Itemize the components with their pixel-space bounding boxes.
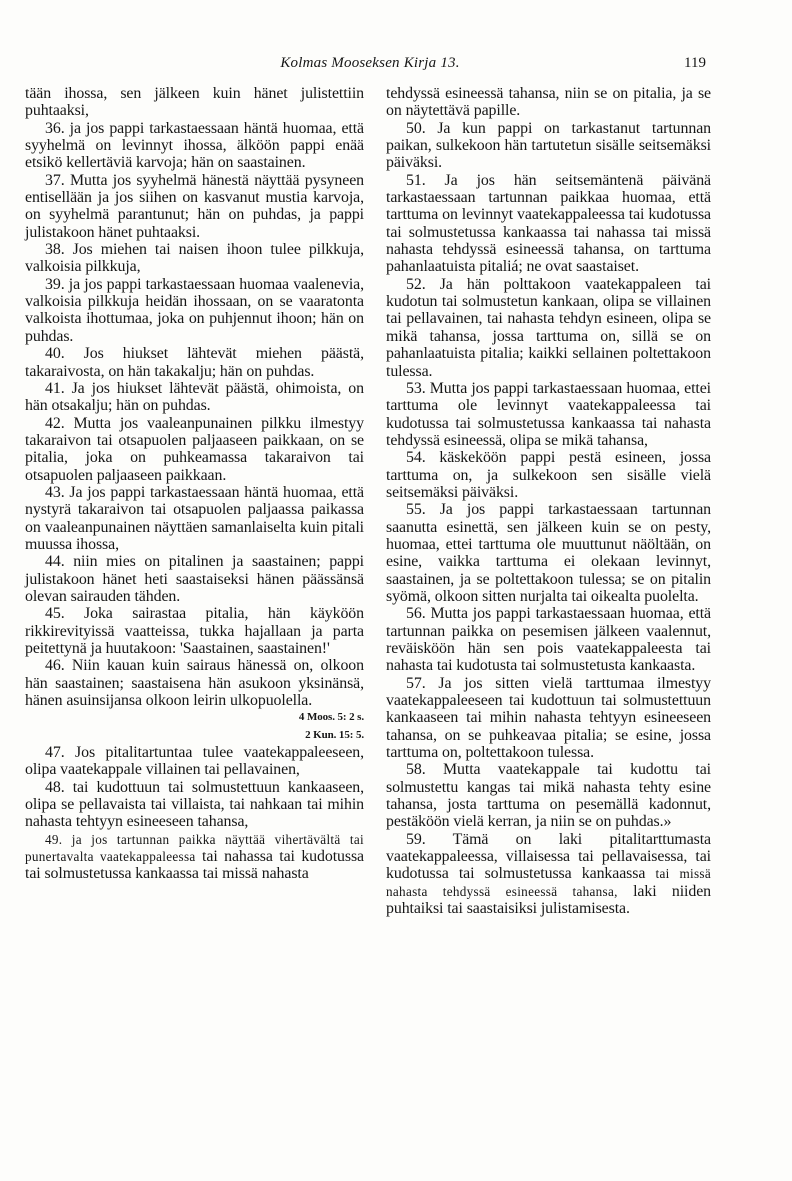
verse-53: 53. Mutta jos pappi tarkastaessaan huomaa, ettei tarttuma ole levinnyt vaatekappaleessa tai kudotussa tai solmustetussa kankaassa tai nahasta tehdyssä esineessä, olipa se mikä tahansa, <box>386 379 711 449</box>
verse-38: 38. Jos miehen tai naisen ihoon tulee pilkkuja, valkoisia pilkkuja, <box>25 241 364 276</box>
page-header <box>0 55 792 77</box>
verse-49 <box>25 831 364 883</box>
verse-45: 45. Joka sairastaa pitalia, hän käyköön rikkirevityissä vaatteissa, tukka hajallaan ja parta peitettynä ja huutakoon: 'Saastainen, saastainen!' <box>25 605 364 657</box>
cross-reference <box>25 709 364 726</box>
verse-46: 46. Niin kauan kuin sairaus hänessä on, olkoon hän saastainen; saastaisena hän asukoon yksinänsä, hänen asuinsijansa olkoon leirin ulkopuolella. <box>25 657 364 710</box>
verse-continuation: tään ihossa, sen jälkeen kuin hänet julistettiin puhtaaksi, <box>25 85 364 120</box>
verse-49-small: 49. ja jos tartunnan paikka näyttää vihertävältä tai punertavalta vaatekappaleessa <box>25 831 364 865</box>
verse-51: 51. Ja jos hän seitsemäntenä päivänä tarkastaessaan tartunnan paikkaa huomaa, että tarttuma on levinnyt vaatekappaleessa tai kudotussa tai solmustetussa kankaassa tai nahassa tai missä nahasta tehdyssä esineessä tahansa, on tarttuma pahanlaatuista pitaliá; ne ovat saastaiset. <box>386 171 711 276</box>
verse-43: 43. Ja jos pappi tarkastaessaan häntä huomaa, että nystyrä takaraivon tai otsapuolen paljaassa paikassa on vaaleanpunainen näyttäen samanlaiselta kuin pitali muussa ihossa, <box>25 483 364 553</box>
verse-41: 41. Ja jos hiukset lähtevät päästä, ohimoista, on hän otsakalju; hän on puhdas. <box>25 379 364 415</box>
verse-59-start: 59. Tämä on laki pitalitarttumasta vaatekappaleessa, villaisessa tai pellavaisessa, tai kudotussa tai solmustetussa kankaassa <box>386 830 711 883</box>
verse-59 <box>386 831 711 918</box>
verse-58: 58. Mutta vaatekappale tai kudottu tai solmustettu kangas tai mikä nahasta tehty esine tahansa, josta tarttuma on pesemällä kadonnut, pestäköön vielä kerran, ja niin se on puhdas.» <box>386 761 711 831</box>
verse-59-small: tai missä nahasta tehdyssä esineessä tahansa, <box>386 866 712 899</box>
verse-55: 55. Ja jos pappi tarkastaessaan tartunnan saanutta esinettä, sen jälkeen kuin se on pesty, huomaa, ettei tarttuma ole muuttunut näöltään, on esine, vaikka tarttuma ei olekaan levinnyt, saastainen, ja se poltettakoon tulessa; se on pitalin syömä, olkoon sitten nurjalta tai oikealta puolelta. <box>386 501 711 605</box>
verse-54: 54. käskeköön pappi pestä esineen, jossa tarttuma on, ja sulkekoon sen sisälle vielä seitsemäksi päiväksi. <box>386 449 711 501</box>
cross-reference-2: 2 Kun. 15: 5. <box>305 728 364 741</box>
verse-49-rest: tai nahassa tai kudotussa tai solmustetussa kankaassa tai missä nahasta <box>25 848 365 883</box>
cross-reference-1: 4 Moos. 5: 2 s. <box>298 711 364 724</box>
right-column <box>386 85 711 918</box>
verse-57: 57. Ja jos sitten vielä tarttumaa ilmestyy vaatekappaleeseen tai kudottuun tai solmustettuun kankaaseen tai mihin nahasta tehtyyn esineeseen tahansa, on se puhkeavaa pitalia; se esine, jossa tarttuma on, poltettakoon tulessa. <box>386 674 711 762</box>
cross-reference <box>25 727 364 744</box>
verse-42: 42. Mutta jos vaaleanpunainen pilkku ilmestyy takaraivon tai otsapuolen paljaaseen paikkaan, on se pitalia, joka on puhkeamassa takaraivon tai otsapuolen paljaaseen paikkaan. <box>25 414 364 484</box>
verse-56: 56. Mutta jos pappi tarkastaessaan huomaa, että tartunnan paikka on pesemisen jälkeen vaalennut, reväisköön hän sen pois vaatekappaleesta tai nahasta tai kudotusta tai solmustetusta kankaasta. <box>386 605 711 675</box>
running-title: Kolmas Mooseksen Kirja 13. <box>280 55 460 71</box>
verse-50: 50. Ja kun pappi on tarkastanut tartunnan paikan, sulkekoon hän tartutetun sisälle seitsemäksi päiväksi. <box>386 119 711 172</box>
verse-37: 37. Mutta jos syyhelmä hänestä näyttää pysyneen entisellään ja jos siihen on kasvanut mustia karvoja, on syyhelmä parantunut; hän on puhdas, ja pappi julistakoon hänet puhtaaksi. <box>25 171 364 241</box>
verse-59-end: laki niiden puhtaiksi tai saastaisiksi julistamisesta. <box>386 882 712 918</box>
left-column <box>25 85 364 883</box>
verse-52: 52. Ja hän polttakoon vaatekappaleen tai kudotun tai solmustetun kankaan, olipa se villainen tai pellavainen, tai nahasta tehdyn esineen, olipa se mikä tahansa, jossa tarttuma on, sillä se on pahanlaatuista pitalia; kaikki sellainen poltettakoon tulessa. <box>386 275 711 380</box>
verse-36: 36. ja jos pappi tarkastaessaan häntä huomaa, että syyhelmä on levinnyt ihossa, älköön pappi enää etsikö kellertäviä karvoja; hän on saastainen. <box>25 119 364 172</box>
page-number: 119 <box>684 55 706 71</box>
verse-44: 44. niin mies on pitalinen ja saastainen; pappi julistakoon hänet heti saastaiseksi hänen päässänsä olevan sairauden tähden. <box>25 553 364 605</box>
verse-48: 48. tai kudottuun tai solmustettuun kankaaseen, olipa se pellavaista tai villaista, tai nahkaan tai mihin nahasta tehtyyn esineeseen tahansa, <box>25 778 364 831</box>
verse-39: 39. ja jos pappi tarkastaessaan huomaa vaalenevia, valkoisia pilkkuja heidän ihossaan, on se vaaratonta valkoista ihottumaa, joka on puhjennut ihoon; hän on puhdas. <box>25 275 364 345</box>
verse-47: 47. Jos pitalitartuntaa tulee vaatekappaleeseen, olipa vaatekappale villainen tai pellavainen, <box>25 744 364 779</box>
verse-40: 40. Jos hiukset lähtevät miehen päästä, takaraivosta, on hän takakalju; hän on puhdas. <box>25 345 364 380</box>
verse-continuation: tehdyssä esineessä tahansa, niin se on pitalia, ja se on näytettävä papille. <box>386 85 711 120</box>
